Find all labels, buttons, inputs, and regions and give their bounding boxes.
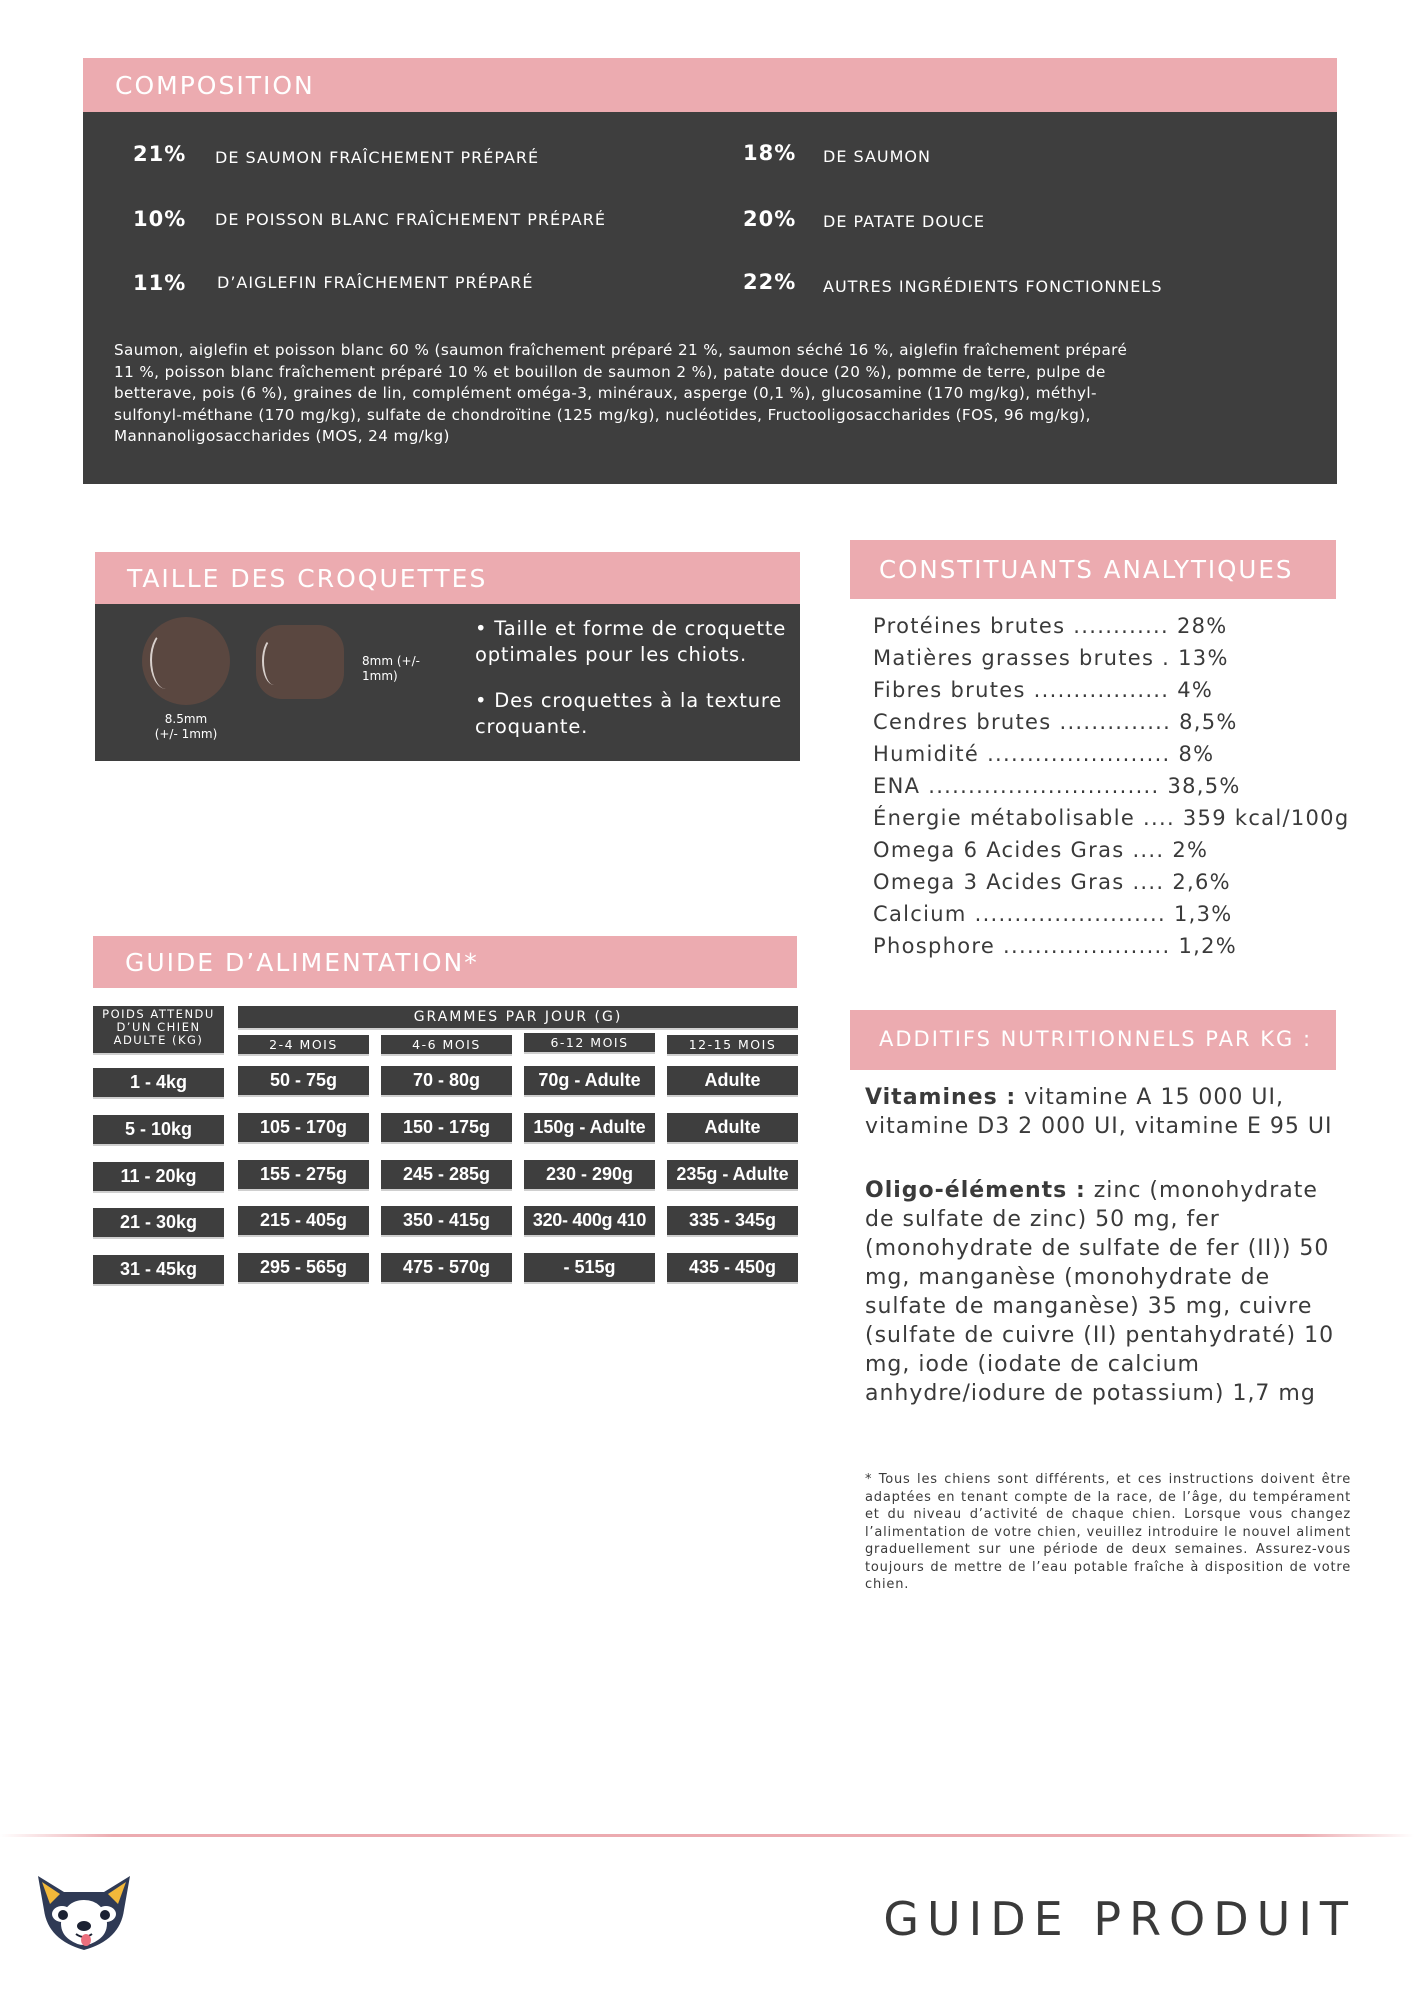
kibble-header — [95, 552, 800, 604]
kibble-bullet: • Taille et forme de croquette optimales pour les chiots. — [475, 617, 787, 666]
composition-label: D’AIGLEFIN FRAÎCHEMENT PRÉPARÉ — [217, 273, 534, 292]
trace-elements-label: Oligo-éléments : — [865, 1178, 1086, 1203]
composition-label: DE SAUMON — [823, 147, 931, 166]
grams-cell: 320- 400g 410 — [524, 1206, 655, 1237]
grams-cell: Adulte — [667, 1066, 798, 1097]
weight-header: POIDS ATTENDU D’UN CHIEN ADULTE (KG) — [93, 1006, 224, 1055]
grams-cell: Adulte — [667, 1113, 798, 1144]
feeding-footnote: * Tous les chiens sont différents, et ces instructions doivent être adaptées en tenant compte de la race, de l’âge, du tempérament et du niveau d’activité de chaque chien. Lorsque vous changez l’alimentation de votre chien, veuillez introduire le nouvel aliment graduellement sur une période de deux semaines. Assurez-vous toujours de mettre de l’eau potable fraîche à disposition de votre chien. — [865, 1472, 1351, 1592]
weight-cell: 5 - 10kg — [93, 1115, 224, 1146]
additives-header — [850, 1010, 1336, 1070]
vitamins-text: vitamine A 15 000 UI, vitamine D3 2 000 UI, vitamine E 95 UI — [865, 1085, 1333, 1139]
age-column-header: 4-6 MOIS — [381, 1035, 512, 1056]
grams-cell: 350 - 415g — [381, 1206, 512, 1237]
grams-cell: 105 - 170g — [238, 1113, 369, 1144]
trace-elements-paragraph — [865, 1176, 1335, 1408]
footer-divider — [0, 1834, 1414, 1837]
analytical-header — [850, 540, 1336, 599]
weight-cell: 11 - 20kg — [93, 1162, 224, 1193]
grams-cell: 230 - 290g — [524, 1160, 655, 1191]
analytical-row: Phosphore ..................... 1,2% — [873, 934, 1238, 958]
vitamins-label: Vitamines : — [865, 1085, 1017, 1110]
feeding-title: GUIDE D’ALIMENTATION* — [125, 948, 479, 977]
composition-header — [83, 58, 1337, 112]
grams-cell: 245 - 285g — [381, 1160, 512, 1191]
feeding-header — [93, 936, 797, 988]
grams-cell: 150 - 175g — [381, 1113, 512, 1144]
grams-cell: 150g - Adulte — [524, 1113, 655, 1144]
age-column-header: 12-15 MOIS — [667, 1035, 798, 1056]
grams-cell: 295 - 565g — [238, 1253, 369, 1284]
analytical-row: Fibres brutes ................. 4% — [873, 678, 1214, 702]
age-column-header: 6-12 MOIS — [524, 1033, 655, 1054]
composition-label: AUTRES INGRÉDIENTS FONCTIONNELS — [823, 277, 1163, 296]
grams-cell: 70 - 80g — [381, 1066, 512, 1097]
grams-cell: 155 - 275g — [238, 1160, 369, 1191]
analytical-row: Protéines brutes ............ 28% — [873, 614, 1228, 638]
dog-logo-icon — [28, 1866, 140, 1956]
round-kibble-size: 8.5mm (+/- 1mm) — [154, 712, 218, 741]
composition-pct: 20% — [743, 207, 797, 231]
composition-title: COMPOSITION — [115, 71, 315, 100]
round-kibble-image — [142, 617, 230, 705]
analytical-row: Énergie métabolisable .... 359 kcal/100g — [873, 806, 1350, 830]
grams-cell: 215 - 405g — [238, 1206, 369, 1237]
vitamins-paragraph — [865, 1083, 1335, 1141]
analytical-row: Calcium ........................ 1,3% — [873, 902, 1233, 926]
grams-cell: 70g - Adulte — [524, 1066, 655, 1097]
analytical-row: Omega 6 Acides Gras .... 2% — [873, 838, 1209, 862]
pill-kibble-size: 8mm (+/- 1mm) — [362, 654, 420, 683]
composition-text: Saumon, aiglefin et poisson blanc 60 % (saumon fraîchement préparé 21 %, saumon séché 16 %, aiglefin fraîchement préparé 11 %, poisson blanc fraîchement préparé 10 % et bouillon de saumon 2 %), patate douce (20 %), pomme de terre, pulpe de betterave, pois (6 %), graines de lin, complément oméga-3, minéraux, asperge (0,1 %), glucosamine (170 mg/kg), méthyl-sulfonyl-méthane (170 mg/kg), sulfate de chondroïtine (125 mg/kg), nucléotides, Fructooligosaccharides (FOS, 96 mg/kg), Mannanoligosaccharides (MOS, 24 mg/kg) — [114, 341, 1128, 445]
analytical-row: Cendres brutes .............. 8,5% — [873, 710, 1238, 734]
composition-panel — [83, 112, 1337, 484]
grams-cell: 50 - 75g — [238, 1066, 369, 1097]
weight-cell: 21 - 30kg — [93, 1208, 224, 1239]
composition-pct: 22% — [743, 270, 797, 294]
analytical-row: Omega 3 Acides Gras .... 2,6% — [873, 870, 1231, 894]
weight-cell: 31 - 45kg — [93, 1255, 224, 1286]
grams-cell: 235g - Adulte — [667, 1160, 798, 1191]
grams-cell: 435 - 450g — [667, 1253, 798, 1284]
analytical-title: CONSTITUANTS ANALYTIQUES — [879, 555, 1294, 584]
grams-cell: - 515g — [524, 1253, 655, 1284]
composition-pct: 11% — [133, 271, 187, 295]
additives-title: ADDITIFS NUTRITIONNELS PAR KG : — [879, 1027, 1313, 1051]
composition-label: DE PATATE DOUCE — [823, 212, 985, 231]
kibble-panel — [95, 604, 800, 761]
grams-header: GRAMMES PAR JOUR (G) — [238, 1006, 798, 1030]
composition-pct: 18% — [743, 141, 797, 165]
composition-label: DE SAUMON FRAÎCHEMENT PRÉPARÉ — [215, 148, 540, 167]
composition-pct: 21% — [133, 142, 187, 166]
grams-cell: 335 - 345g — [667, 1206, 798, 1237]
weight-cell: 1 - 4kg — [93, 1068, 224, 1099]
analytical-row: Humidité ....................... 8% — [873, 742, 1215, 766]
age-column-header: 2-4 MOIS — [238, 1035, 369, 1056]
analytical-row: ENA ............................. 38,5% — [873, 774, 1241, 798]
grams-cell: 475 - 570g — [381, 1253, 512, 1284]
kibble-bullet: • Des croquettes à la texture croquante. — [475, 689, 783, 738]
trace-elements-text: zinc (monohydrate de sulfate de zinc) 50 mg, fer (monohydrate de sulfate de fer (II)) 50 mg, manganèse (monohydrate de sulfate de manganèse) 35 mg, cuivre (sulfate de cuivre (II) pentahydraté) 10 mg, iode (iodate de calcium anhydre/iodure de potassium) 1,7 mg — [865, 1178, 1335, 1406]
composition-label: DE POISSON BLANC FRAÎCHEMENT PRÉPARÉ — [215, 210, 606, 229]
pill-kibble-image — [256, 625, 344, 699]
kibble-title: TAILLE DES CROQUETTES — [127, 564, 488, 593]
composition-pct: 10% — [133, 207, 187, 231]
analytical-row: Matières grasses brutes . 13% — [873, 646, 1229, 670]
footer-title: GUIDE PRODUIT — [883, 1892, 1356, 1946]
